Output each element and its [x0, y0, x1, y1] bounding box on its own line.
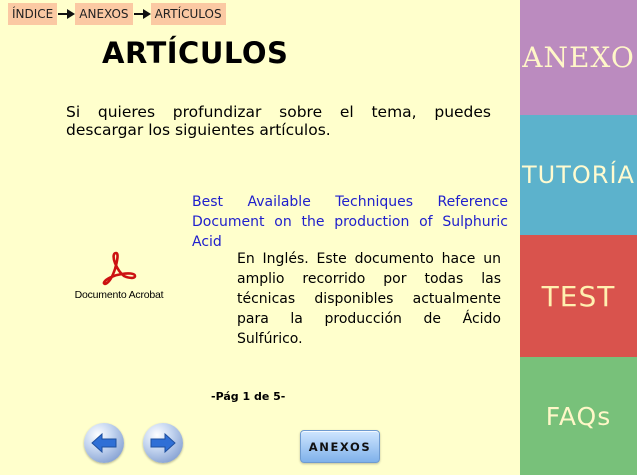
- acrobat-icon: [99, 250, 139, 286]
- arrow-left-icon: [90, 432, 118, 454]
- anexos-button[interactable]: [300, 430, 380, 463]
- side-menu-test[interactable]: TEST: [520, 235, 637, 357]
- breadcrumb-anexos[interactable]: ANEXOS: [75, 3, 132, 25]
- document-description: En Inglés. Este documento hace un amplio recorrido por todas las técnicas disponibles actualmente para la producción de Ácido Sulfúrico.: [237, 251, 501, 347]
- intro-text: Si quieres profundizar sobre el tema, puedes descargar los siguientes artículos.: [66, 103, 491, 139]
- arrow-right-icon: [57, 3, 75, 25]
- side-menu-tutoria[interactable]: TUTORÍA: [520, 115, 637, 235]
- page-title: ARTÍCULOS: [102, 36, 289, 70]
- next-page-button[interactable]: [143, 423, 183, 463]
- anexos-button-label: ANEXOS: [308, 439, 372, 454]
- page-indicator: -Pág 1 de 5-: [211, 390, 286, 403]
- arrow-right-icon: [133, 3, 151, 25]
- side-menu-anexo[interactable]: ANEXO: [520, 0, 637, 115]
- side-menu-faqs[interactable]: FAQs: [520, 357, 637, 475]
- acrobat-label: Documento Acrobat: [74, 289, 164, 301]
- arrow-right-icon: [149, 432, 177, 454]
- acrobat-document-button[interactable]: [66, 250, 172, 301]
- previous-page-button[interactable]: [84, 423, 124, 463]
- breadcrumb-articulos[interactable]: ARTÍCULOS: [151, 3, 226, 25]
- breadcrumb-indice[interactable]: ÍNDICE: [8, 3, 57, 25]
- document-link[interactable]: Best Available Techniques Reference Document on the production of Sulphuric Acid: [192, 194, 508, 250]
- side-menu: [520, 0, 637, 475]
- breadcrumb: [8, 3, 226, 25]
